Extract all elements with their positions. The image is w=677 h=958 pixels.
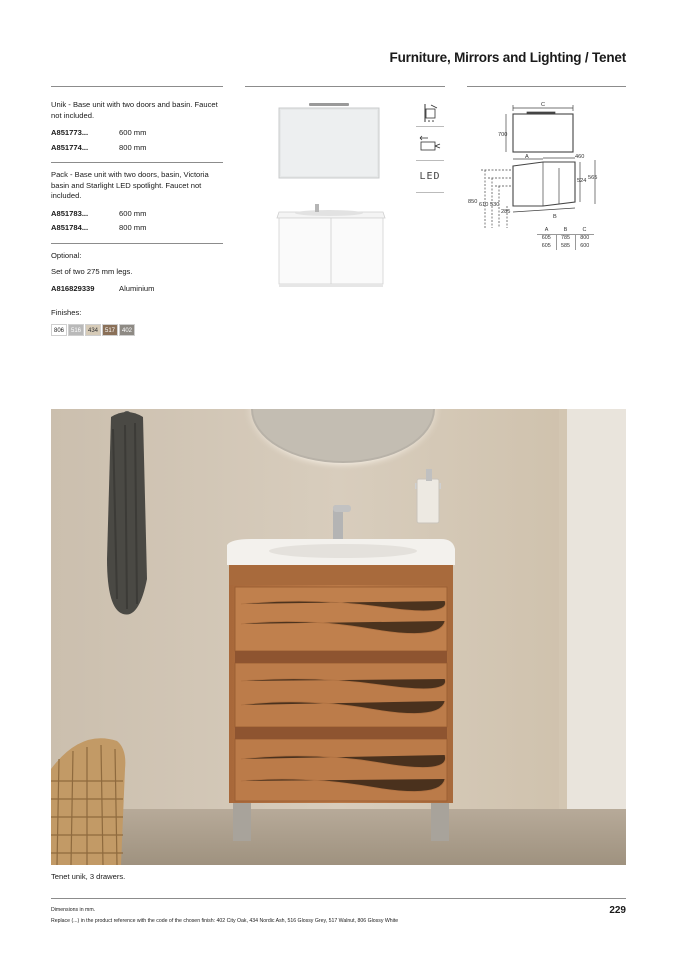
- optional-label: Optional:: [51, 250, 82, 260]
- label-700: 700: [498, 132, 508, 138]
- finish-swatches: [51, 324, 223, 336]
- label-524: 524: [577, 178, 587, 184]
- feature-icons: [416, 100, 444, 193]
- product-size: 800 mm: [119, 223, 147, 232]
- finish-swatch-516: 516: [68, 324, 84, 336]
- page-number: 229: [609, 905, 626, 916]
- drawer-slide-icon: [416, 127, 444, 161]
- label-565: 565: [588, 175, 598, 181]
- table-header: A: [544, 226, 549, 233]
- label-c: C: [541, 102, 546, 108]
- cabinet-outline: [513, 162, 575, 206]
- product-code: A851784...: [51, 223, 89, 232]
- table-cell: 585: [556, 242, 575, 250]
- code-row: [51, 284, 223, 295]
- product-code: A851773...: [51, 128, 89, 137]
- footer-note-dimensions: Dimensions in mm.: [51, 907, 96, 913]
- table-header: B: [563, 226, 568, 233]
- table-cell: 600: [575, 242, 594, 250]
- product-size: 600 mm: [119, 208, 147, 218]
- pack-description: Pack - Base unit with two doors, basin, Victoria basin and Starlight LED spotlight. Faucet not included.: [51, 170, 209, 200]
- code-row: [51, 143, 223, 154]
- table-header: C: [582, 226, 587, 233]
- basin-bowl: [295, 210, 363, 216]
- label-b: B: [553, 214, 557, 220]
- table-cell: 605: [541, 243, 551, 249]
- divider: [51, 243, 223, 244]
- optional-text: Set of two 275 mm legs.: [51, 267, 133, 276]
- label-850: 850: [468, 199, 478, 205]
- cabinet-base: [279, 284, 383, 287]
- label-530: 530: [490, 202, 500, 208]
- label-285: 285: [501, 209, 511, 215]
- finish-swatch-517: 517: [102, 324, 118, 336]
- product-size: 800 mm: [119, 142, 147, 152]
- dim-line-b: [513, 208, 575, 212]
- wall-mount-icon: [416, 100, 444, 127]
- label-a: A: [525, 154, 529, 160]
- finish-swatch-402: 402: [119, 324, 135, 336]
- product-code: A851774...: [51, 142, 89, 152]
- led-icon: [416, 161, 444, 193]
- column-rule-right: [467, 86, 626, 87]
- faucet: [315, 204, 319, 212]
- product-illustration: [265, 100, 405, 290]
- footer-note-finish-codes: Replace (...) in the product reference with the code of the chosen finish: 402 City Oak, 434 Nordic Ash, 516 Glossy Grey, 517 Walnut, 806 Glossy White: [51, 918, 399, 924]
- dimension-table: [537, 226, 594, 250]
- code-row: [51, 209, 223, 220]
- table-cell: 800: [575, 234, 594, 242]
- column-rule-left: [51, 86, 223, 87]
- technical-drawing: [467, 100, 626, 230]
- column-rule-middle: [245, 86, 445, 87]
- product-material: Aluminium: [119, 283, 155, 293]
- lamp-outline: [527, 112, 555, 114]
- led-label: LED: [419, 171, 441, 182]
- finishes-label: Finishes:: [51, 308, 82, 317]
- code-row: [51, 223, 223, 234]
- mirror-outline: [513, 114, 573, 152]
- table-cell: 605: [541, 235, 551, 242]
- mirror-surface: [281, 110, 377, 176]
- room-photo: [51, 409, 626, 865]
- table-cell: 785: [556, 234, 575, 242]
- footer-rule: [51, 898, 626, 899]
- label-460: 460: [575, 154, 585, 160]
- page-title: Furniture, Mirrors and Lighting / Tenet: [389, 50, 626, 65]
- product-code: A816829339: [51, 283, 95, 293]
- product-info-column: [51, 100, 223, 336]
- finish-swatch-806: 806: [51, 324, 67, 336]
- unik-description: Unik - Base unit with two doors and basin. Faucet not included.: [51, 100, 218, 120]
- photo-caption: Tenet unik, 3 drawers.: [51, 872, 126, 881]
- divider: [51, 162, 223, 163]
- label-610: 610: [479, 202, 489, 208]
- code-row: [51, 128, 223, 139]
- product-size: 600 mm: [119, 128, 147, 137]
- product-code: A851783...: [51, 208, 89, 218]
- led-spotlight: [309, 103, 349, 106]
- finish-swatch-434: 434: [85, 324, 101, 336]
